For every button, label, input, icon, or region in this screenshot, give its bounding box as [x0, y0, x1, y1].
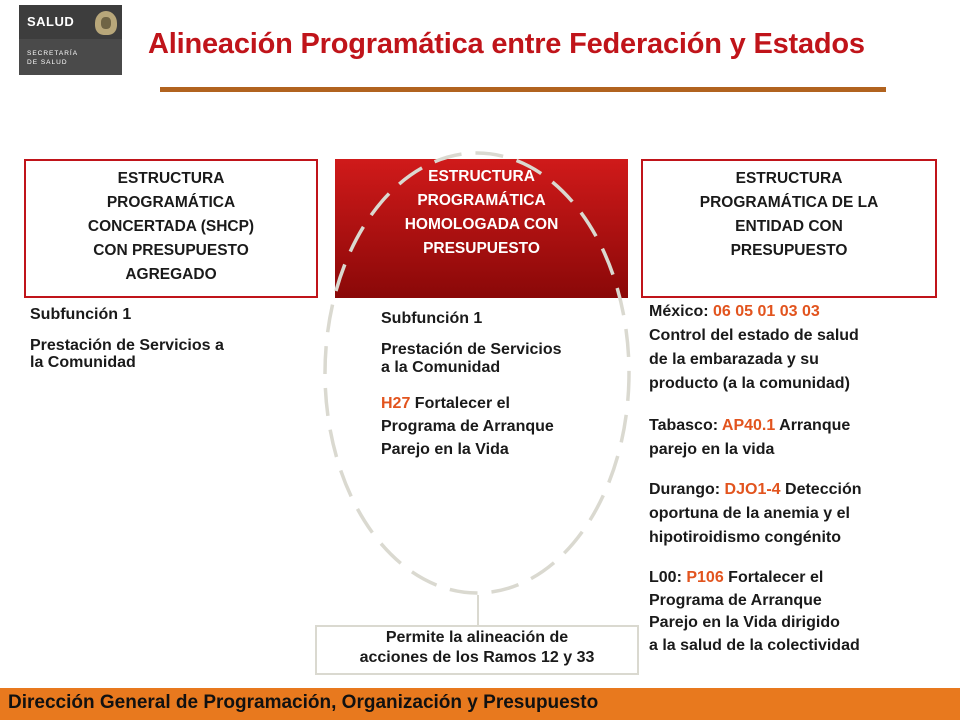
box-line: ESTRUCTURA	[735, 170, 843, 187]
logo-secretaria	[27, 49, 78, 67]
note-box	[315, 625, 639, 675]
footer-bar	[0, 688, 960, 720]
durango-line1	[649, 478, 862, 502]
mid-program-text: Fortalecer el	[410, 395, 510, 412]
mid-program-line2: Programa de Arranque	[381, 418, 554, 435]
box-concertada	[24, 159, 318, 298]
footer-text: Dirección General de Programación, Organización y Presupuesto	[8, 692, 599, 713]
l00-line3: Parejo en la Vida dirigido	[649, 614, 840, 631]
box-line: ESTRUCTURA	[117, 170, 225, 187]
box-line: HOMOLOGADA CON	[404, 216, 559, 233]
logo-header	[19, 5, 122, 39]
mexico-line3: de la embarazada y su	[649, 351, 819, 368]
l00-text: Fortalecer el	[723, 569, 824, 586]
mexico-code: 06 05 01 03 03	[713, 303, 820, 320]
coat-of-arms-icon	[95, 11, 117, 35]
program-code: H27	[381, 395, 411, 412]
logo-brand: SALUD	[27, 14, 75, 29]
mid-program	[381, 392, 554, 461]
durango-code: DJO1-4	[724, 481, 781, 498]
salud-logo	[19, 5, 122, 75]
tabasco-entry	[649, 414, 850, 462]
mexico-line2: Control del estado de salud	[649, 327, 859, 344]
box-line: PRESUPUESTO	[423, 240, 540, 257]
title-underline	[160, 87, 886, 92]
l00-line2: Programa de Arranque	[649, 591, 822, 609]
mexico-entry	[649, 300, 859, 396]
box-line: PROGRAMÁTICA	[417, 192, 546, 209]
box-line: ENTIDAD CON	[735, 218, 843, 235]
durango-text: Detección	[780, 481, 862, 498]
tabasco-line2: parejo en la vida	[649, 441, 775, 458]
mid-prestacion-line2: a la Comunidad	[381, 359, 501, 376]
box-line: PRESUPUESTO	[730, 242, 848, 259]
l00-label: L00:	[649, 569, 687, 586]
mexico-line1	[649, 300, 859, 324]
left-prestacion	[30, 337, 224, 371]
durango-line2: oportuna de la anemia y el	[649, 505, 850, 522]
logo-secretaria-line1: SECRETARÍA	[27, 50, 79, 57]
left-prestacion-line2: la Comunidad	[30, 354, 136, 371]
mid-subfuncion: Subfunción 1	[381, 310, 483, 327]
box-line: ESTRUCTURA	[428, 168, 535, 185]
l00-line4: a la salud de la colectividad	[649, 636, 860, 654]
box-line: AGREGADO	[125, 266, 217, 283]
left-subfuncion: Subfunción 1	[30, 306, 132, 323]
arrow-connector	[477, 595, 479, 625]
logo-secretaria-line2: DE SALUD	[27, 59, 68, 66]
durango-label: Durango:	[649, 481, 725, 498]
durango-entry	[649, 478, 862, 550]
tabasco-text: Arranque	[775, 417, 851, 434]
mid-program-line1	[381, 392, 554, 415]
l00-line1	[649, 567, 860, 590]
page-title: Alineación Programática entre Federación y Estados	[148, 28, 865, 60]
box-line: CON PRESUPUESTO	[93, 242, 249, 259]
box-line: PROGRAMÁTICA	[106, 194, 236, 211]
mid-program-line3: Parejo en la Vida	[381, 441, 509, 458]
box-line: CONCERTADA (SHCP)	[87, 218, 255, 235]
mid-prestacion	[381, 341, 562, 377]
mid-prestacion-line1: Prestación de Servicios	[381, 341, 562, 358]
mexico-label: México:	[649, 303, 714, 320]
note-line2: acciones de los Ramos 12 y 33	[359, 649, 595, 666]
left-prestacion-line1: Prestación de Servicios a	[30, 337, 224, 354]
note-line1: Permite la alineación de	[385, 629, 569, 646]
tabasco-code: AP40.1	[721, 417, 776, 434]
mexico-line4: producto (a la comunidad)	[649, 375, 850, 392]
tabasco-line1	[649, 414, 850, 438]
l00-entry	[649, 567, 860, 657]
l00-code: P106	[686, 569, 724, 586]
box-line: PROGRAMÁTICA DE LA	[699, 194, 879, 211]
box-entidad	[641, 159, 937, 298]
tabasco-label: Tabasco:	[649, 417, 722, 434]
durango-line3: hipotiroidismo congénito	[649, 529, 841, 546]
